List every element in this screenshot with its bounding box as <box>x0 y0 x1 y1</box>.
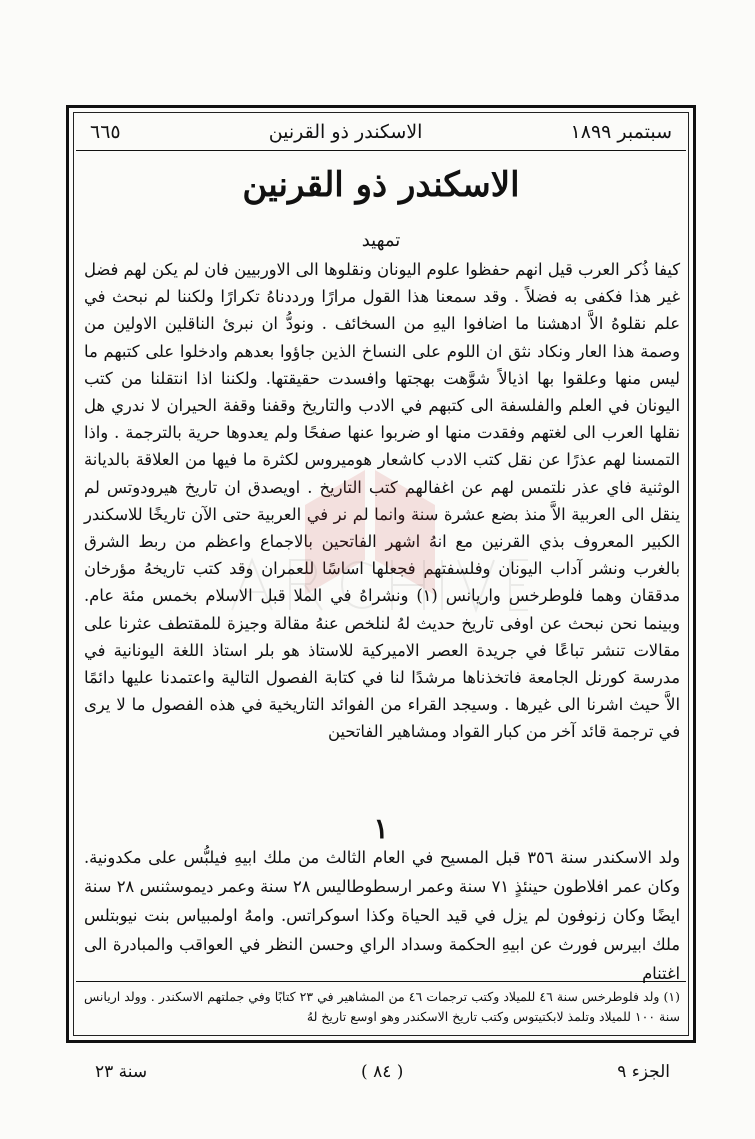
article-title: الاسكندر ذو القرنين <box>242 165 520 205</box>
header-running-title: الاسكندر ذو القرنين <box>268 121 423 143</box>
header-rule <box>76 150 686 151</box>
section-number: ١ <box>373 812 389 845</box>
footnote-rule <box>76 981 686 982</box>
footer-page-marker: ( ٨٤ ) <box>361 1062 404 1082</box>
intro-paragraph: كيفا ذُكر العرب قيل انهم حفظوا علوم اليونان ونقلوها الى الاوربيين فان لم يكن لهم فضل غير هذا فكفى به فضلاً . وقد سمعنا هذا القول مرارًا ورددناهُ تكرارًا ولكننا لم نبحث في علم نقلوهُ الاَّ ادهشنا ما اضافوا اليهِ من السخائف . ونودُّ ان نبرئ الناقلين الاولين من وصمة هذا العار ونكاد نثق ان اللوم على النساخ الذين جاؤوا بعدهم وادخلوا على كتبهم ما ليس منها وعلقوا بها اذيالاً شوَّهت بهجتها وافسدت حقيقتها. ولكننا اذا انتقلنا من كتب اليونان في العلم والفلسفة الى كتبهم في الادب والتاريخ وقفنا وقفة الحيران لا ندري هل نقلها العرب الى لغتهم وفقدت منها او ضربوا عنها صفحًا ولم يعدوها حرية بالترجمة . واذا التمسنا لهم عذرًا عن نقل كتب الادب كاشعار هوميروس لكثرة ما فيها من العلاقة بالديانة الوثنية فاي عذر نلتمس لهم عن اغفالهم كتب التاريخ . اويصدق ان تاريخ هيرودوتس لم ينقل الى العربية الاَّ منذ بضع عشرة سنة وانما لم نر في العربية حتى الآن تاريخًا للاسكندر الكبير المعروف بذي القرنين مع انهُ اشهر الفاتحين بالاجماع واعظم من ربط الشرق بالغرب ونشر آداب اليونان وفلسفتهم فجعلها اساسًا للعمران وقد كتب تاريخهُ مؤرخان مدققان وهما فلوطرخس واريانس (١) ونشراهُ في الملا قبل الاسلام بخمس مئة عام. وبينما نحن نبحث عن اوفى تاريخ حديث لهُ لنلخص عنهُ مقالة وجيزة للمقتطف عثرنا على مقالات تنشر تباعًا في جريدة العصر الاميركية للاستاذ هو بلر استاذ اللغة اليونانية في مدرسة كورنل الجامعة فاتخذناها مرشدًا لنا في كتابة الفصول التالية واعتمدنا عليها دائمًا الاَّ حيث اشرنا الى غيرها . وسيجد القراء من الفوائد التاريخية في هذه الفصول ما لا يرى في ترجمة قائد آخر من كبار القواد ومشاهير الفاتحين <box>84 260 680 742</box>
running-footer <box>95 1059 670 1085</box>
intro-body <box>84 256 680 746</box>
footer-volume: سنة ٢٣ <box>95 1062 148 1082</box>
header-date: سبتمبر ١٨٩٩ <box>570 121 672 143</box>
footer-issue: الجزء ٩ <box>617 1062 670 1082</box>
section-paragraph: ولد الاسكندر سنة ٣٥٦ قبل المسيح في العام الثالث من ملك ابيهِ فيلبُّس على مكدونية. وكان عمر افلاطون حينئذٍ ٧١ سنة وعمر ارسطوطاليس ٢٨ سنة وعمر ديموسثنس ٢٨ سنة ايضًا وكان زنوفون لم يزل في قيد الحياة وكذا اسوكراتس. وامهُ اولمبياس بنت نيوبتلس ملك ابيرس فورث عن ابيهِ الحكمة وسداد الراي وحسن النظر في العواقب والمبادرة الى اغتنام <box>84 848 680 983</box>
section-body <box>84 843 680 988</box>
footnote: (١) ولد فلوطرخس سنة ٤٦ للميلاد وكتب ترجمات ٤٦ من المشاهير في ٢٣ كتابًا وفي جملتهم الاسكندر . وولد اريانس سنة ١٠٠ للميلاد وتلمذ لابكتيتوس وكتب تاريخ الاسكندر وهو اوسع تاريخ لهُ <box>84 989 681 1024</box>
article-subtitle: تمهيد <box>361 230 401 251</box>
header-page-number: ٦٦٥ <box>90 121 121 143</box>
running-header <box>90 117 672 147</box>
